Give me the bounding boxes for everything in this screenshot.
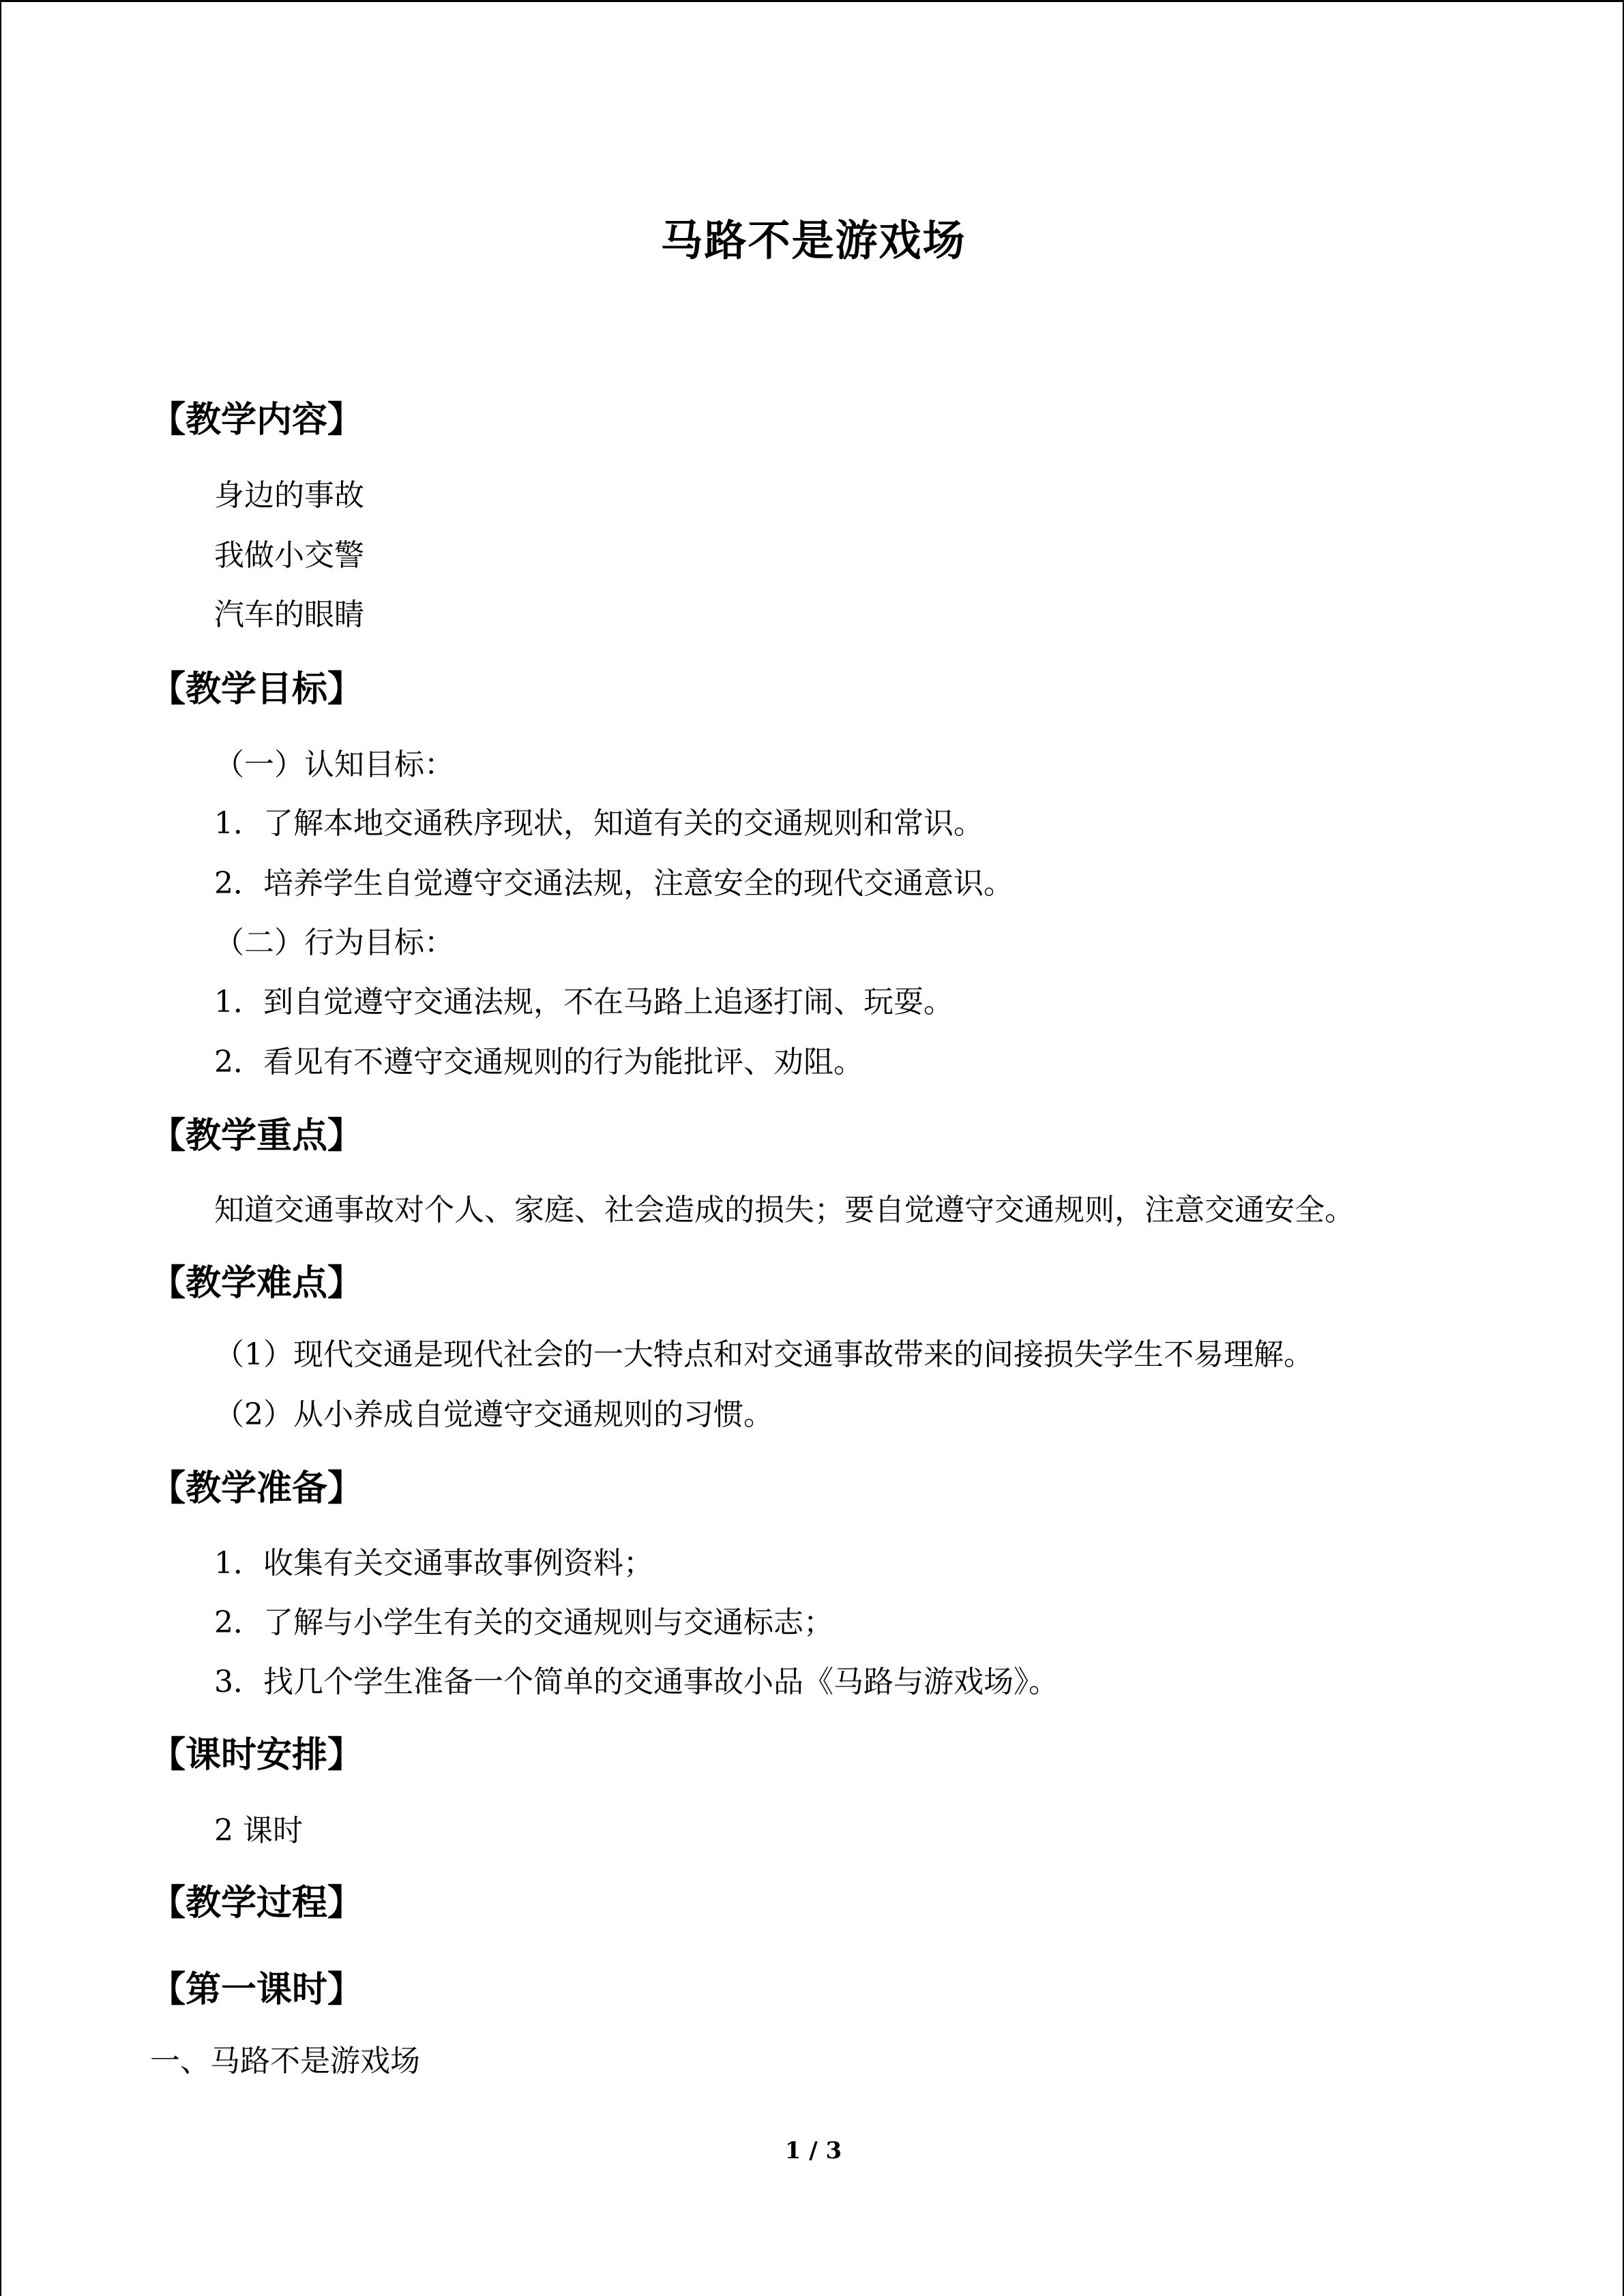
heading-lesson-one: 【第一课时】 (150, 1969, 364, 2010)
heading-difficulties: 【教学难点】 (150, 1262, 364, 1304)
content-item: 汽车的眼睛 (214, 597, 364, 632)
key-points-text: 知道交通事故对个人、家庭、社会造成的损失；要自觉遵守交通规则，注意交通安全。 (214, 1193, 1355, 1227)
document-title: 马路不是游戏场 (660, 215, 966, 265)
behavior-goal-item: 2．看见有不遵守交通规则的行为能批评、劝阻。 (214, 1045, 863, 1079)
heading-key-points: 【教学重点】 (150, 1115, 364, 1157)
behavior-goals-label: （二）行为目标： (214, 925, 454, 960)
lesson-one-first-item: 一、马路不是游戏场 (150, 2044, 420, 2078)
schedule-text: 2 课时 (214, 1813, 303, 1848)
difficulty-item: （2）从小养成自觉遵守交通规则的习惯。 (214, 1397, 773, 1432)
difficulty-item: （1）现代交通是现代社会的一大特点和对交通事故带来的间接损失学生不易理解。 (214, 1337, 1314, 1372)
heading-schedule: 【课时安排】 (150, 1734, 364, 1776)
cognitive-goal-item: 2．培养学生自觉遵守交通法规，注意安全的现代交通意识。 (214, 866, 1014, 901)
content-item: 我做小交警 (214, 538, 364, 573)
preparation-item: 2．了解与小学生有关的交通规则与交通标志； (214, 1605, 833, 1640)
preparation-item: 3．找几个学生准备一个简单的交通事故小品《马路与游戏场》。 (214, 1665, 1059, 1699)
cognitive-goals-label: （一）认知目标： (214, 747, 454, 782)
page-indicator: 1 / 3 (784, 2137, 842, 2164)
heading-teaching-process: 【教学过程】 (150, 1882, 364, 1924)
preparation-item: 1．收集有关交通事故事例资料； (214, 1546, 653, 1581)
heading-teaching-goals: 【教学目标】 (150, 668, 364, 710)
heading-preparation: 【教学准备】 (150, 1467, 364, 1509)
content-item: 身边的事故 (214, 478, 364, 513)
heading-teaching-content: 【教学内容】 (150, 399, 364, 441)
behavior-goal-item: 1．到自觉遵守交通法规，不在马路上追逐打闹、玩耍。 (214, 985, 954, 1019)
cognitive-goal-item: 1．了解本地交通秩序现状，知道有关的交通规则和常识。 (214, 806, 984, 841)
